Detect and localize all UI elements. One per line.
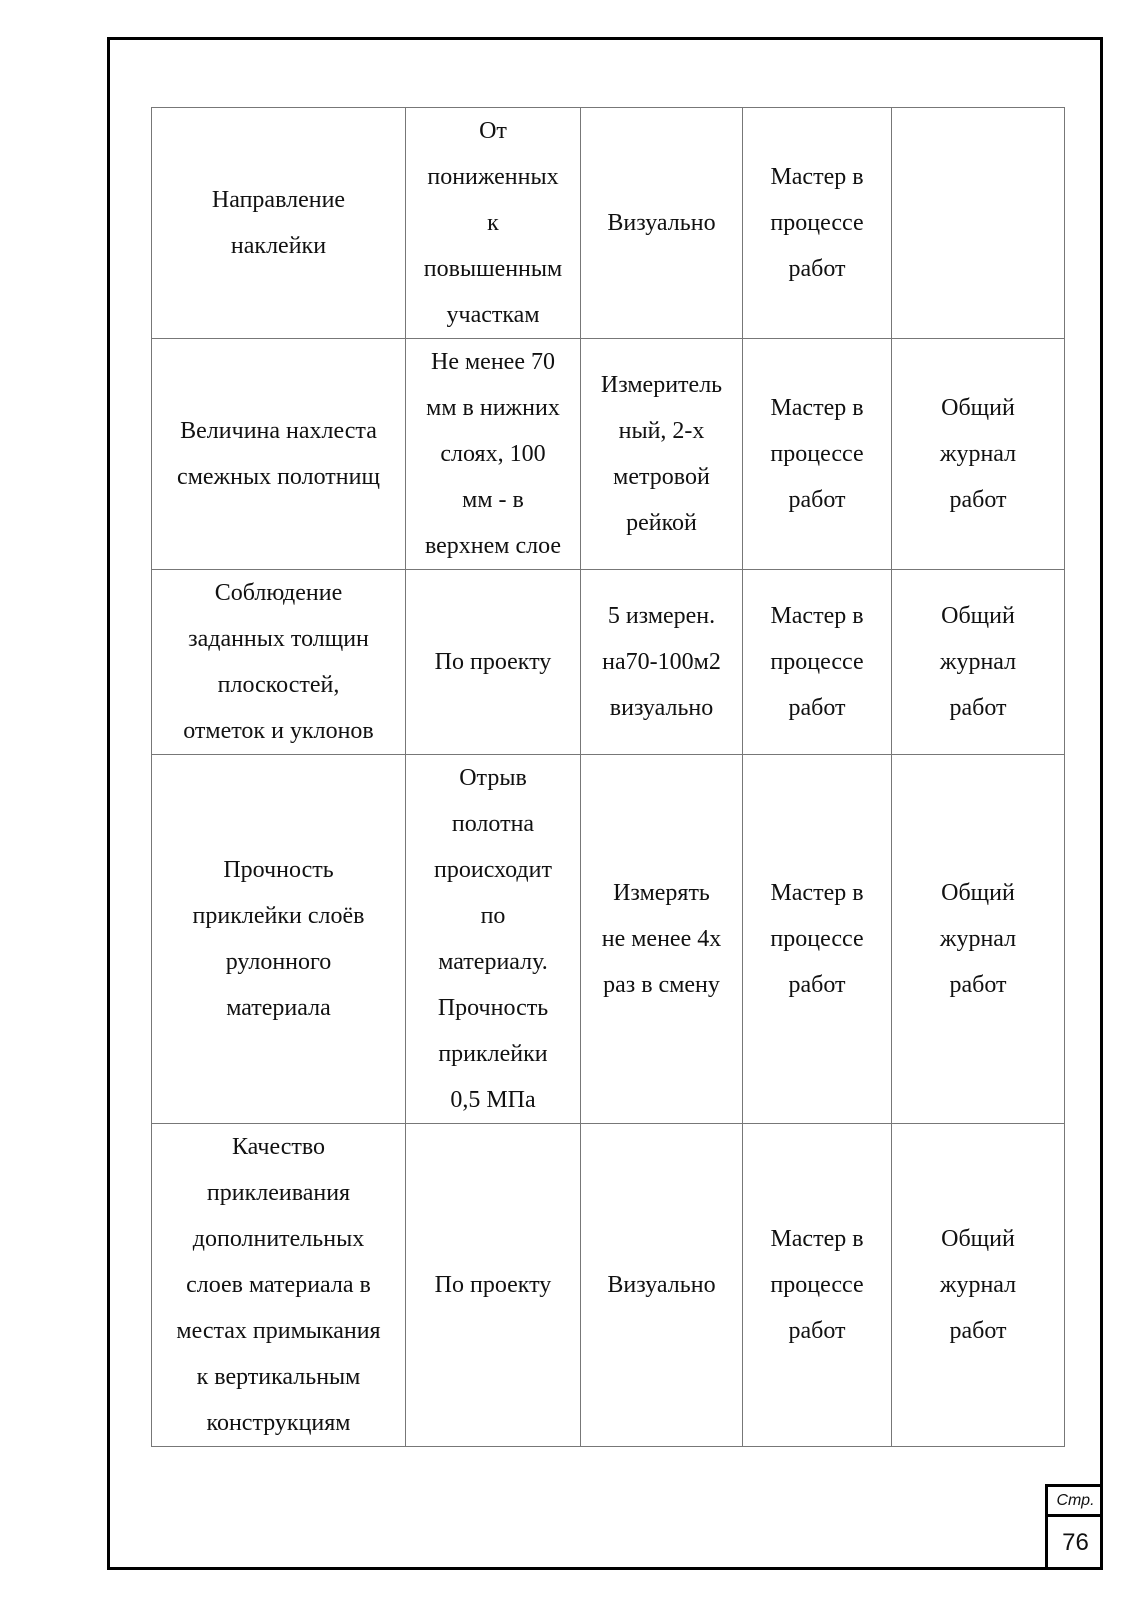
method-cell: Измерять не менее 4х раз в смену xyxy=(581,755,743,1124)
parameter-cell: Соблюдение заданных толщин плоскостей, отметок и уклонов xyxy=(152,570,406,755)
parameter-cell: Направление наклейки xyxy=(152,108,406,339)
method-cell: Визуально xyxy=(581,1124,743,1447)
table-row xyxy=(152,1124,1065,1447)
requirement-cell: Отрыв полотна происходит по материалу. Прочность приклейки 0,5 МПа xyxy=(406,755,581,1124)
requirement-cell: Не менее 70 мм в нижних слоях, 100 мм - в верхнем слое xyxy=(406,339,581,570)
controller-cell: Мастер в процессе работ xyxy=(743,755,892,1124)
page-stamp xyxy=(1045,1484,1103,1570)
controller-cell: Мастер в процессе работ xyxy=(743,108,892,339)
requirement-cell: По проекту xyxy=(406,570,581,755)
table-row xyxy=(152,339,1065,570)
parameter-cell: Величина нахлеста смежных полотнищ xyxy=(152,339,406,570)
controller-cell: Мастер в процессе работ xyxy=(743,1124,892,1447)
controller-cell: Мастер в процессе работ xyxy=(743,570,892,755)
requirement-cell: От пониженных к повышенным участкам xyxy=(406,108,581,339)
method-cell: Визуально xyxy=(581,108,743,339)
record-cell: Общий журнал работ xyxy=(892,755,1065,1124)
method-cell: Измеритель ный, 2-х метровой рейкой xyxy=(581,339,743,570)
record-cell: Общий журнал работ xyxy=(892,339,1065,570)
quality-control-table xyxy=(151,107,1065,1447)
table-row xyxy=(152,108,1065,339)
page-number: 76 xyxy=(1062,1529,1089,1556)
record-cell xyxy=(892,108,1065,339)
page-label: Стр. xyxy=(1048,1487,1103,1517)
record-cell: Общий журнал работ xyxy=(892,570,1065,755)
parameter-cell: Прочность приклейки слоёв рулонного материала xyxy=(152,755,406,1124)
parameter-cell: Качество приклеивания дополнительных слоев материала в местах примыкания к вертикальным конструкциям xyxy=(152,1124,406,1447)
requirement-cell: По проекту xyxy=(406,1124,581,1447)
record-cell: Общий журнал работ xyxy=(892,1124,1065,1447)
method-cell: 5 измерен. на70-100м2 визуально xyxy=(581,570,743,755)
table-row xyxy=(152,755,1065,1124)
table-row xyxy=(152,570,1065,755)
controller-cell: Мастер в процессе работ xyxy=(743,339,892,570)
